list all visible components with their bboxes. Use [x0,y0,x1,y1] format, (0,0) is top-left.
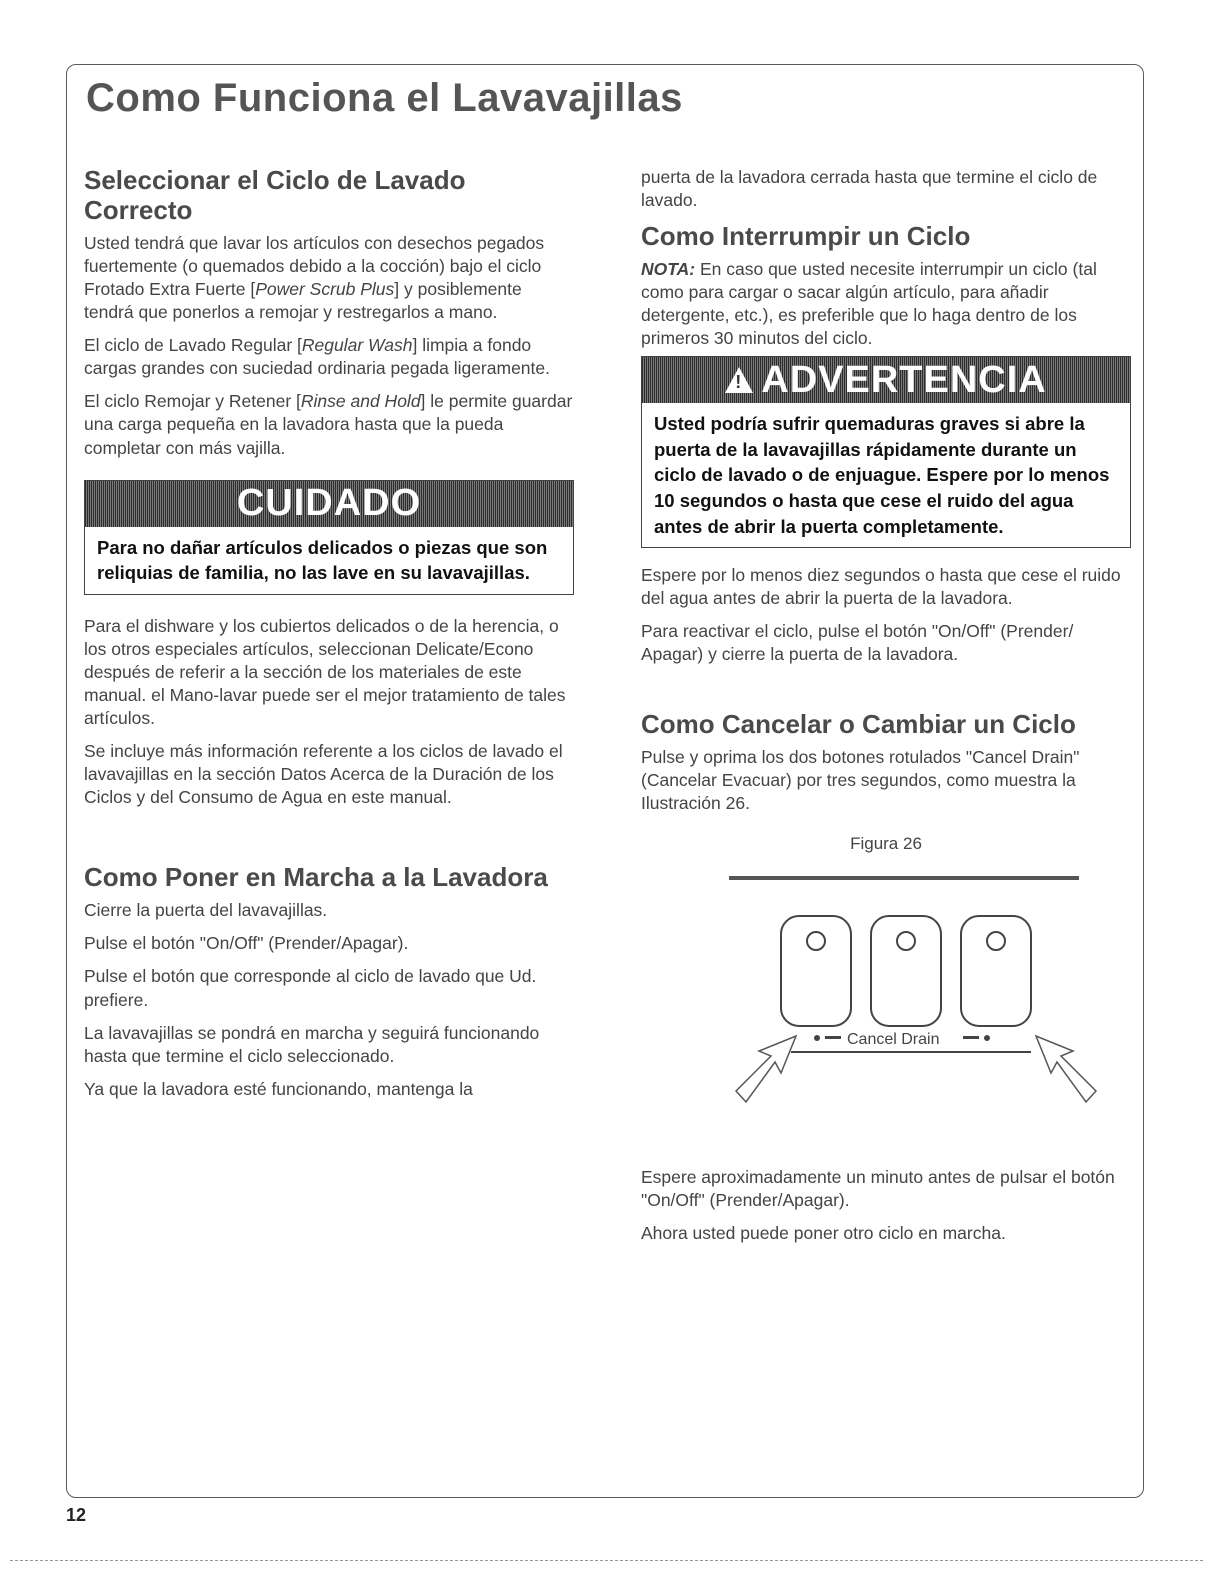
left-column [84,166,574,1111]
paragraph: Para reactivar el ciclo, pulse el botón "On/Off" (Prender/ Apagar) y cierre la puerta de la lavadora. [641,621,1074,665]
paragraph: El ciclo de Lavado Regular [Regular Wash] limpia a fondo cargas grandes con suciedad ordinaria pegada ligeramente. [84,335,550,379]
warning-box [641,356,1131,548]
warning-banner [642,357,1130,403]
page-title: Como Funciona el Lavavajillas [86,76,683,120]
paragraph: Espere aproximadamente un minuto antes de pulsar el botón "On/Off" (Prender/Apagar). [641,1166,1115,1210]
paragraph: Ahora usted puede poner otro ciclo en marcha. [641,1222,1006,1243]
paragraph: Pulse y oprima los dos botones rotulados "Cancel Drain" (Cancelar Evacuar) por tres segundos, como muestra la Ilustración 26. [641,747,1080,814]
paragraph: Para el dishware y los cubiertos delicados o de la herencia, o los otros especiales artículos, seleccionan Delicate/Econo después de referir a la sección de los materiales de este manual. el Mano-lavar puede ser el mejor tratamiento de tales artículos. [84,615,566,729]
paragraph: puerta de la lavadora cerrada hasta que termine el ciclo de lavado. [641,167,1098,211]
paragraph: La lavavajillas se pondrá en marcha y seguirá funcionando hasta que termine el ciclo seleccionado. [84,1022,540,1066]
figure-26 [701,876,1101,1126]
paragraph: Se incluye más información referente a los ciclos de lavado el lavavajillas en la sección Datos Acerca de la Duración de los Ciclos y del Consumo de Agua en este manual. [84,741,563,808]
paragraph: Pulse el botón "On/Off" (Prender/Apagar). [84,933,409,954]
warning-label: ADVERTENCIA [761,358,1047,401]
panel-button-2 [871,916,941,1026]
section-heading-interrupt-cycle: Como Interrumpir un Ciclo [641,221,971,252]
caution-label: CUIDADO [236,482,422,525]
bottom-rule [10,1560,1203,1561]
section-heading-start-washer: Como Poner en Marcha a la Lavadora [84,862,548,893]
caution-banner [85,481,573,527]
paragraph: Usted tendrá que lavar los artículos con desechos pegados fuertemente (o quemados debido a la cocción) bajo el ciclo Frotado Extra Fuerte [Power Scrub Plus] y posiblemente tendrá que ponerlos a remojar y restregarlos a mano. [84,232,545,323]
figure-caption: Figura 26 [850,833,922,853]
paragraph: Ya que la lavadora esté funcionando, mantenga la [84,1078,473,1099]
paragraph: El ciclo Remojar y Retener [Rinse and Hold] le permite guardar una carga pequeña en la lavadora hasta que la pueda completar con más vajilla. [84,391,573,458]
right-arrow-icon [1036,1036,1096,1102]
section-heading-cancel-cycle: Como Cancelar o Cambiar un Ciclo [641,709,1076,740]
control-panel-illustration [701,876,1101,1126]
paragraph: Pulse el botón que corresponde al ciclo de lavado que Ud. prefiere. [84,966,537,1010]
warning-text: Usted podría sufrir quemaduras graves si abre la puerta de la lavavajillas rápidamente durante un ciclo de lavado o de enjuague. Espere por lo menos 10 segundos o hasta que cese el ruido del agua antes de abrir la puerta completamente. [654,413,1110,537]
left-arrow-icon [736,1036,796,1102]
caution-text: Para no dañar artículos delicados o piezas que son reliquias de familia, no las lave en su lavavajillas. [97,536,548,584]
nota-paragraph: NOTA: En caso que usted necesite interrumpir un ciclo (tal como para cargar o sacar algún artículo, para añadir detergente, etc.), es preferible que lo haga dentro de los primeros 30 minutos del ciclo. [641,259,1097,349]
right-column [641,166,1131,1255]
section-heading-select-cycle: Seleccionar el Ciclo de Lavado Correcto [84,165,466,225]
paragraph: Cierre la puerta del lavavajillas. [84,900,328,921]
cancel-drain-label: Cancel Drain [847,1030,940,1048]
caution-box [84,480,574,595]
alert-triangle-icon [725,367,753,393]
page-number: 12 [66,1505,87,1525]
nota-label: NOTA: [641,259,696,280]
panel-button-3 [961,916,1031,1026]
paragraph: Espere por lo menos diez segundos o hasta que cese el ruido del agua antes de abrir la puerta de la lavadora. [641,565,1121,609]
panel-button-1 [781,916,851,1026]
